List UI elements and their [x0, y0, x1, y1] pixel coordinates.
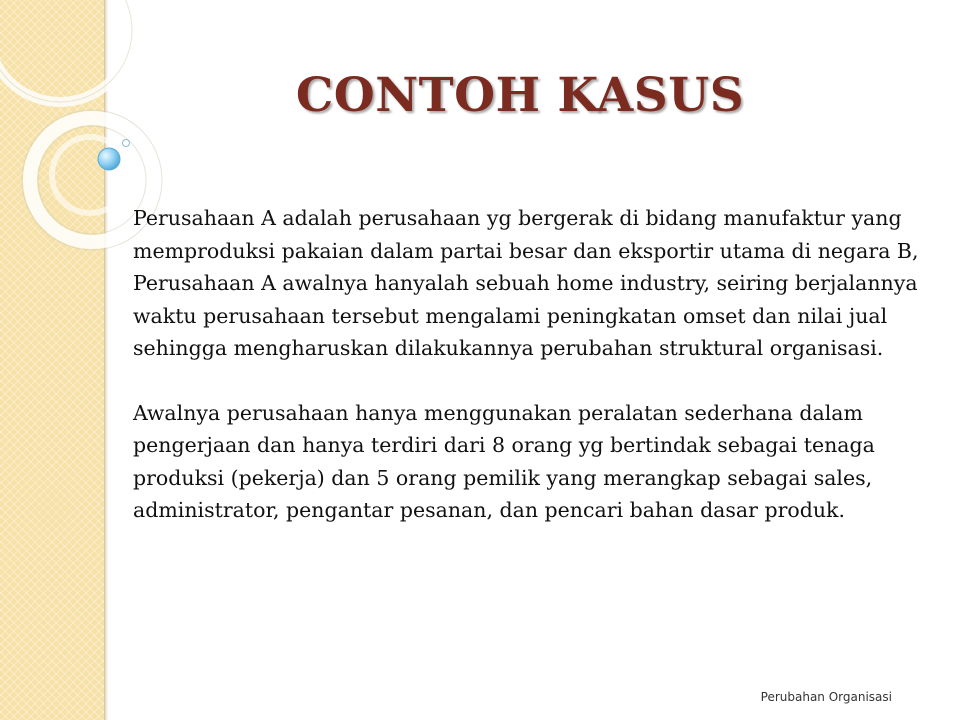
slide-title: CONTOH KASUS: [295, 68, 745, 123]
small-bubble-icon: [123, 140, 130, 147]
paragraph-1: Perusahaan A adalah perusahaan yg bergerak di bidang manufaktur yang memproduksi pakaian dalam partai besar dan eksportir utama di negara B, Perusahaan A awalnya hanyalah sebuah home industry, seiring berjalannya waktu perusahaan tersebut mengalami peningkatan omset dan nilai jual sehingga mengharuskan dilakukannya perubahan struktural organisasi.: [133, 206, 919, 360]
bubble-icon: [98, 148, 120, 170]
paragraph-2: Awalnya perusahaan hanya menggunakan peralatan sederhana dalam pengerjaan dan hanya terdiri dari 8 orang yg bertindak sebagai tenaga produksi (pekerja) dan 5 orang pemilik yang merangkap sebagai sales, administrator, pengantar pesanan, dan pencari bahan dasar produk.: [133, 400, 875, 522]
slide-body: [133, 202, 923, 527]
slide-footer: Perubahan Organisasi: [760, 690, 892, 704]
inner-ring: [52, 137, 128, 213]
large-ring: [0, 0, 132, 102]
